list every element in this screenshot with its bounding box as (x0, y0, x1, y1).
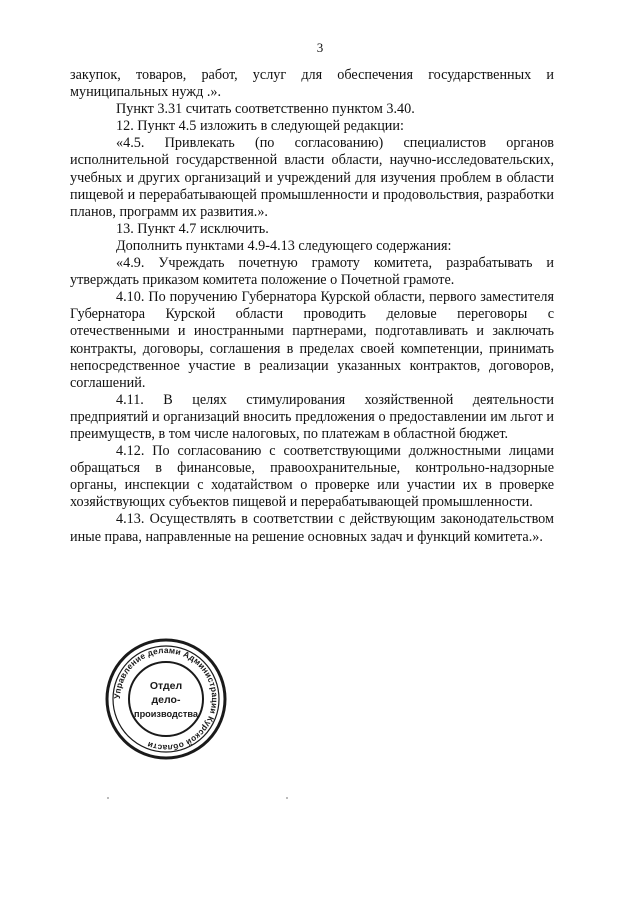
stamp-center-line3: производства (134, 709, 198, 719)
paragraph: Дополнить пунктами 4.9-4.13 следующего содержания: (116, 237, 452, 254)
paragraph: 13. Пункт 4.7 исключить. (116, 220, 269, 237)
paragraph: 4.13. Осуществлять в соответствии с действующим законодательством иные права, направленные на решение основных задач и функций комитета.». (70, 511, 554, 545)
stamp-center-line1: Отдел (149, 680, 183, 692)
stamp-center-line2: дело- (151, 694, 181, 706)
paragraph: закупок, товаров, работ, услуг для обеспечения государственных и муниципальных нужд .». (70, 67, 554, 101)
paragraph: «4.9. Учреждать почетную грамоту комитета, разрабатывать и утверждать приказом комитета положение о Почетной грамоте. (70, 255, 554, 289)
paragraph: 4.10. По поручению Губернатора Курской области, первого заместителя Губернатора Курской области проводить деловые переговоры с отечественными и иностранными партнерами, подготавливать и заключать контракты, договоры, соглашения в пределах своей компетенции, принимать непосредственное участие в реализации указанных контрактов, договоров, соглашений. (70, 289, 554, 391)
paragraph: Пункт 3.31 считать соответственно пунктом 3.40. (116, 101, 415, 118)
paragraph: 4.11. В целях стимулирования хозяйственной деятельности предприятий и организаций вносить предложения о предоставлении им льгот и преимуществ, в том числе налоговых, по платежам в областной бюджет. (70, 391, 554, 442)
office-stamp (104, 637, 228, 761)
paragraph: 4.12. По согласованию с соответствующими должностными лицами обращаться в финансовые, правоохранительные, контрольно-надзорные органы, инспекции с ходатайством о проверке или участии их в проверке хозяйствующих субъектов пищевой и перерабатывающей промышленности. (70, 443, 554, 511)
stamp-seal (104, 637, 228, 761)
paragraph: 12. Пункт 4.5 изложить в следующей редакции: (116, 118, 404, 135)
stamp-ring-text: Управление делами Администрации Курской области (111, 644, 221, 754)
document-body (70, 67, 554, 546)
scan-speck (286, 797, 288, 799)
scan-speck (107, 797, 109, 799)
page-number: 3 (316, 40, 324, 55)
paragraph: «4.5. Привлекать (по согласованию) специалистов органов исполнительной государственной власти области, научно-исследовательских, учебных и других организаций и учреждений для изучения проблем в области пищевой и перерабатывающей промышленности и продовольствия, разработки планов, программ их развития.». (70, 135, 554, 220)
